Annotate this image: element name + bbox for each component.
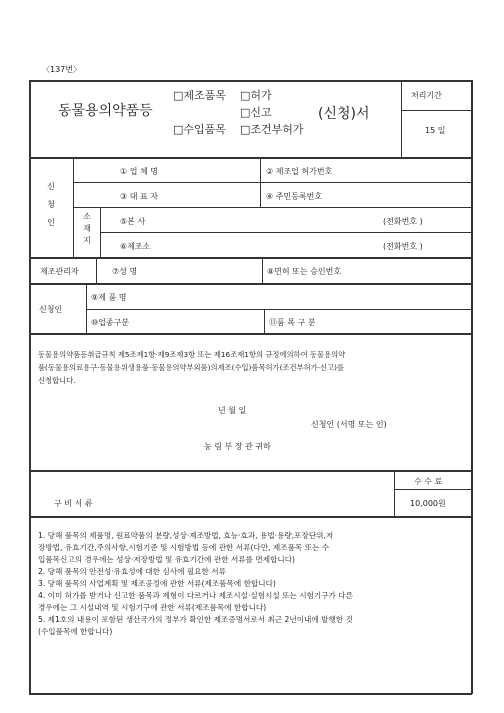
option-conditional-permit[interactable]: □조건부허가 <box>240 123 304 136</box>
manager-name-label: ⑦성 명 <box>112 267 138 276</box>
document-item: 입품목신고의 경우에는 성상·저장방법 및 유효기간에 관한 서류를 면제합니다) <box>38 555 296 564</box>
document-item: 경우에는 그 시설내역 및 시험기구에 관한 서류(제조품목에 한합니다) <box>38 603 267 612</box>
form-title-suffix: (신청)서 <box>318 106 370 122</box>
location-label: 소 재 지 <box>83 212 91 245</box>
required-documents-label: 구 비 서 류 <box>54 499 93 508</box>
document-item: 4. 이미 허가를 받거나 신고한 품목과 제형이 다르거나 제조시설·실험시설 또는 시험기구가 다른 <box>38 591 353 600</box>
product-applicant-label: 신청인 <box>39 305 63 314</box>
option-report[interactable]: □신고 <box>240 106 272 119</box>
statement-line-2: 품(동물용의료용구·동물용위생용품·동물용의약부외품)의제조(수입)품목허가(조건부허가·신고)를 <box>38 363 344 372</box>
item-type-label: ⑪품 목 구 분 <box>269 318 316 327</box>
document-item: 5. 제1호의 내용이 포함된 생산국가의 정부가 확인한 제조증명서로서 최근 2년이내에 발행한 것 <box>38 615 353 624</box>
option-permit[interactable]: □허가 <box>240 89 272 102</box>
document-item: 장방법, 유효기간,주의사항,시험기준 및 시험방법 등에 관한 서류(다만, 제조품목 또는 수 <box>38 543 330 552</box>
head-office-label: ⑤본 사 <box>120 217 146 226</box>
factory-label: ⑥제조소 <box>120 242 151 251</box>
fee-amount: 10,000원 <box>410 499 446 508</box>
document-item: 1. 당해 품목의 제품명, 원료약품의 분량,성상·제조방법, 효능·효과, 용법·용량,포장단위,저 <box>38 531 334 540</box>
business-type-label: ⑩업종구분 <box>91 318 130 327</box>
option-import-item[interactable]: □수입품목 <box>173 123 226 136</box>
document-item: (수입품목에 한합니다) <box>38 627 113 636</box>
fee-label: 수 수 료 <box>414 477 443 486</box>
form-number: 〈137번〉 <box>42 65 81 74</box>
manager-label: 제조관리자 <box>40 267 79 276</box>
processing-period-value: 15 일 <box>425 126 446 135</box>
processing-period-label: 처리기간 <box>411 91 442 100</box>
statement-line-3: 신청합니다. <box>38 376 76 385</box>
document-item: 3. 당해 품목의 사업계획 및 제조공정에 관한 서류(제조품목에 한합니다) <box>38 579 276 588</box>
document-item: 2. 당해 품목의 안전성·유효성에 대한 심사에 필요한 서류 <box>38 567 226 576</box>
statement-line-1: 동물용의약품등취급규칙 제5조제1항·제9조제3항 또는 제16조제1항의 규정에의하여 동물용의약 <box>38 350 346 359</box>
license-number-label: ② 제조업 허가번호 <box>266 167 333 176</box>
form-title-prefix: 동물용의약품등 <box>58 103 153 119</box>
resident-number-label: ④ 주민등록번호 <box>266 192 323 201</box>
company-name-label: ① 업 체 명 <box>120 167 158 176</box>
product-name-label: ⑨제 품 명 <box>91 293 127 302</box>
applicant-signature: 신청인 (서명 또는 인) <box>311 420 387 429</box>
representative-label: ③ 대 표 자 <box>120 192 158 201</box>
date-line: 년 월 일 <box>218 406 247 415</box>
option-manufacture-item[interactable]: □제조품목 <box>173 89 226 102</box>
applicant-section-label: 신 청 인 <box>47 182 55 227</box>
manager-license-label: ⑧면허 또는 승인번호 <box>267 267 342 276</box>
head-office-phone-label: (전화번호 ) <box>383 217 423 226</box>
addressee: 농 림 부 장 관 귀하 <box>204 442 271 451</box>
factory-phone-label: (전화번호 ) <box>383 242 423 251</box>
